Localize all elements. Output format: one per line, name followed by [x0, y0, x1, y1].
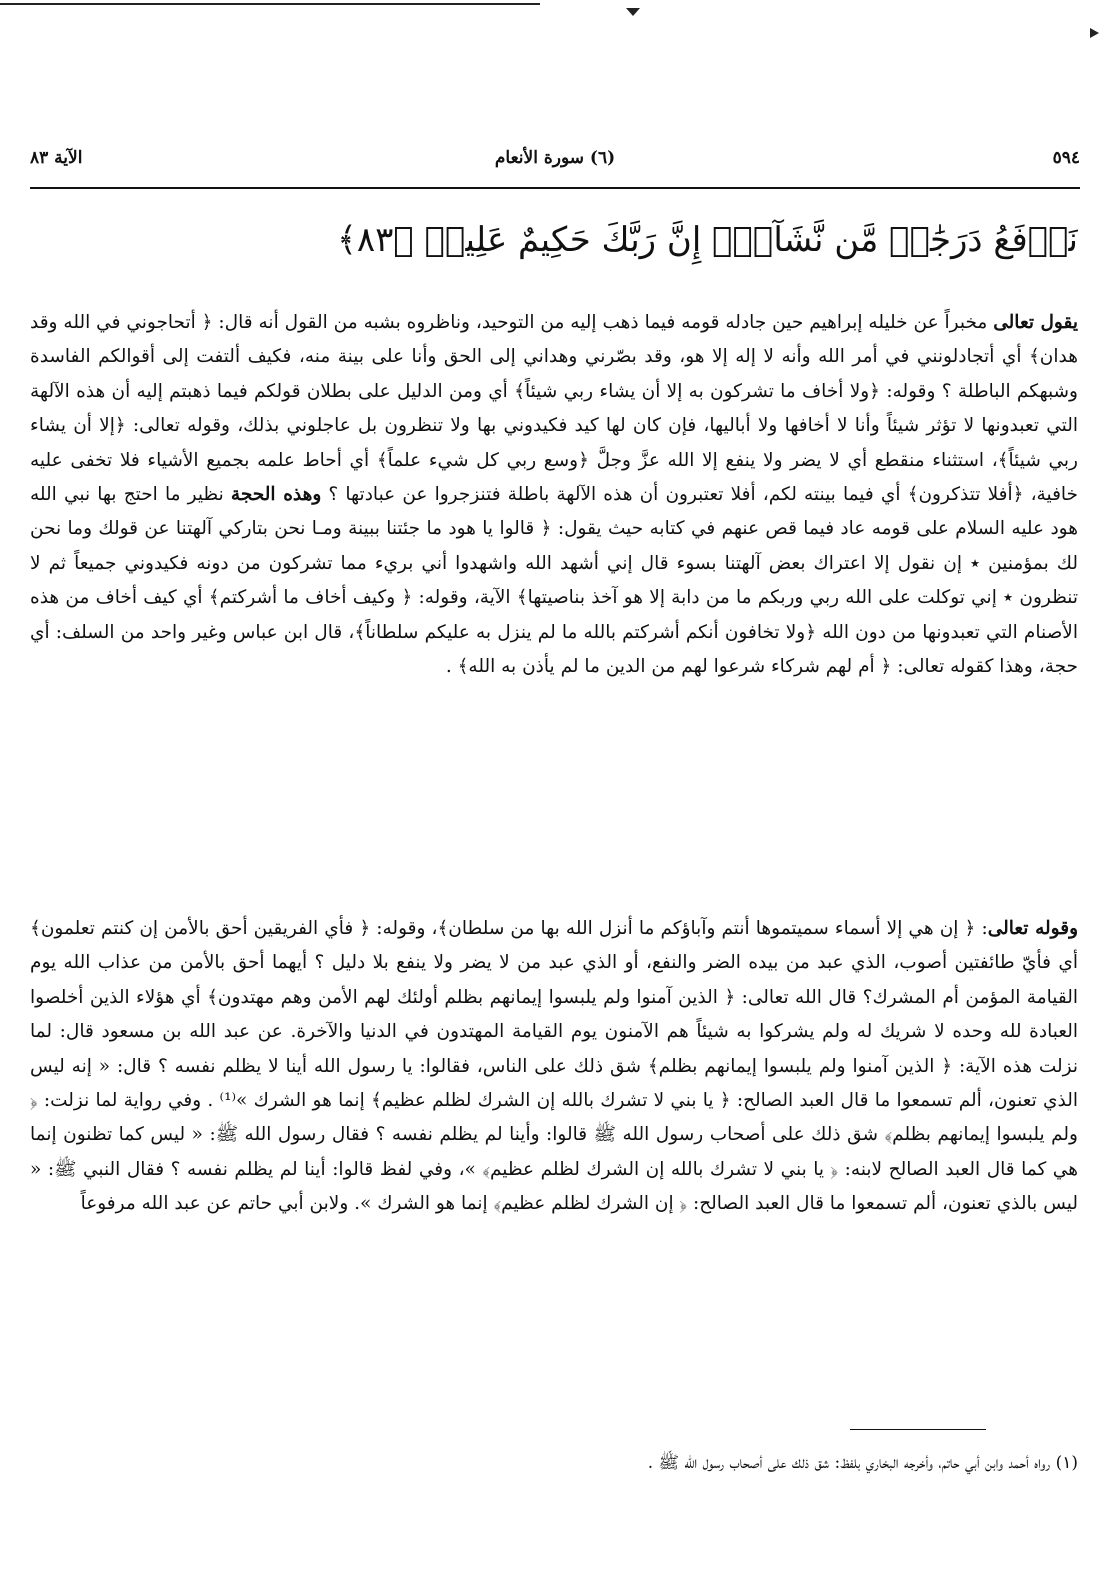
surah-title: (٦) سورة الأنعام — [494, 148, 616, 168]
scan-marker-icon — [626, 8, 640, 16]
paragraph-2-lead: وقوله تعالى — [987, 918, 1078, 939]
footnote-rule — [850, 1429, 986, 1430]
paragraph-1-text: مخبراً عن خليله إبراهيم حين جادله قومه فيما ذهب إليه من التوحيد، وناظروه بشبه من القول أنه قال: ﴿ أتحاجوني في الله وقد هدان﴾ أي أتجادلونني في أمر الله وأنه لا إله إلا هو، وقد بصّرني وهداني إلى الحق وأنا على بينة منه، فكيف ألتفت إلى أقوالكم الفاسدة وشبهكم الباطلة ؟ وقوله: ﴿ولا أخاف ما تشركون به إلا أن يشاء ربي شيئاً﴾ أي ومن الدليل على بطلان قولكم فيما ذهبتم إليه أن هذه الآلهة التي تعبدونها لا تؤثر شيئاً وأنا لا أخافها ولا أباليها، فإن كان لها كيد فكيدوني بها ولا تنظرون بل عاجلوني بذلك، وقوله تعالى: ﴿إلا أن يشاء ربي شيئاً﴾، استثناء منقطع أي لا يضر ولا ينفع إلا الله عزَّ وجلَّ ﴿وسع ربي كل شيء علماً﴾ أي أحاط علمه بجميع الأشياء فلا تخفى عليه خافية، ﴿أفلا تتذكرون﴾ أي فيما بينته لكم، أفلا تعتبرون أن هذه الآلهة باطلة فتنزجروا عن عبادتها ؟ — [30, 312, 1078, 506]
commentary-body — [30, 306, 1078, 1412]
paragraph-1-text-2: نظير ما احتج بها نبي الله هود عليه السلام على قومه عاد فيما قص عنهم في كتابه حيث يقول: ﴿ قالوا يا هود ما جئتنا ببينة ومـا نحن بتاركي آلهتنا عن قولك وما نحن لك بمؤمنين ٭ إن نقول إلا اعتراك بعض آلهتنا بسوء قال إني أشهد الله واشهدوا أني بريء مما تشركون من دونه فكيدوني جميعاً ثم لا تنظرون ٭ إني توكلت على الله ربي وربكم ما من دابة إلا هو آخذ بناصيتها﴾ الآية، وقوله: ﴿ وكيف أخاف ما أشركتم﴾ أي كيف أخاف من هذه الأصنام التي تعبدونها من دون الله ﴿ولا تخافون أنكم أشركتم بالله ما لم ينزل به عليكم سلطاناً﴾، قال ابن عباس وغير واحد من السلف: أي حجة، وهذا كقوله تعالى: ﴿ أم لهم شركاء شرعوا لهم من الدين ما لم يأذن به الله﴾ . — [30, 484, 1078, 678]
scan-edge-line — [0, 3, 540, 5]
paragraph-2-text: : ﴿ إن هي إلا أسماء سميتموها أنتم وآباؤكم ما أنزل الله بها من سلطان﴾، وقوله: ﴿ فأي الفريقين أحق بالأمن إن كنتم تعلمون﴾ أي فأيّ طائفتين أصوب، الذي عبد من بيده الضر والنفع، أو الذي عبد من لا يضر ولا ينفع بلا دليل ؟ أيهما أحق بالأمن من عذاب الله يوم القيامة المؤمن أم المشرك؟ قال الله تعالى: ﴿ الذين آمنوا ولم يلبسوا إيمانهم بظلم أولئك لهم الأمن وهم مهتدون﴾ أي هؤلاء الذين أخلصوا العبادة لله وحده لا شريك له ولم يشركوا به شيئاً هم الآمنون يوم القيامة المهتدون في الدنيا والآخرة. عن عبد الله بن مسعود قال: لما نزلت هذه الآية: ﴿ الذين آمنوا ولم يلبسوا إيمانهم بظلم﴾ شق ذلك على الناس، فقالوا: يا رسول الله أينا لا يظلم نفسه ؟ قال: « إنه ليس الذي تعنون، ألم تسمعوا ما قال العبد الصالح: ﴿ يا بني لا تشرك بالله إن الشرك لظلم عظيم﴾ إنما هو الشرك »⁽¹⁾ . وفي رواية لما نزلت: ﴿ ولم يلبسوا إيمانهم بظلم﴾ شق ذلك على أصحاب رسول الله ﷺ قالوا: وأينا لم يظلم نفسه ؟ فقال رسول الله ﷺ: « ليس كما تظنون إنما هي كما قال العبد الصالح لابنه: ﴿ يا بني لا تشرك بالله إن الشرك لظلم عظيم﴾ »، وفي لفظ قالوا: أينا لم يظلم نفسه ؟ فقال النبي ﷺ: « ليس بالذي تعنون، ألم تسمعوا ما قال العبد الصالح: ﴿ إن الشرك لظلم عظيم﴾ إنما هو الشرك ». ولابن أبي حاتم عن عبد الله مرفوعاً — [30, 918, 1078, 1215]
page-header — [30, 148, 1080, 182]
footnote: (١) رواه أحمد وابن أبي حاتم، وأخرجه البخاري بلفظ: شق ذلك على أصحاب رسول الله ﷺ . — [647, 1453, 1078, 1473]
page-number: ٥٩٤ — [1052, 148, 1080, 168]
scan-marker-side-icon — [1090, 28, 1099, 38]
header-rule — [30, 187, 1080, 189]
paragraph-2 — [30, 912, 1078, 1412]
quran-verse: نَرۡفَعُ دَرَجَٰتٖ مَّن نَّشَآءُۗ إِنَّ رَبَّكَ حَكِيمٌ عَلِيمٞ ﴿٨٣﴾ — [336, 220, 1078, 260]
ayah-label: الآية ٨٣ — [30, 148, 83, 168]
paragraph-1 — [30, 306, 1078, 888]
paragraph-1-lead: يقول تعالى — [993, 312, 1078, 333]
paragraph-1-lead-2: وهذه الحجة — [230, 484, 322, 506]
